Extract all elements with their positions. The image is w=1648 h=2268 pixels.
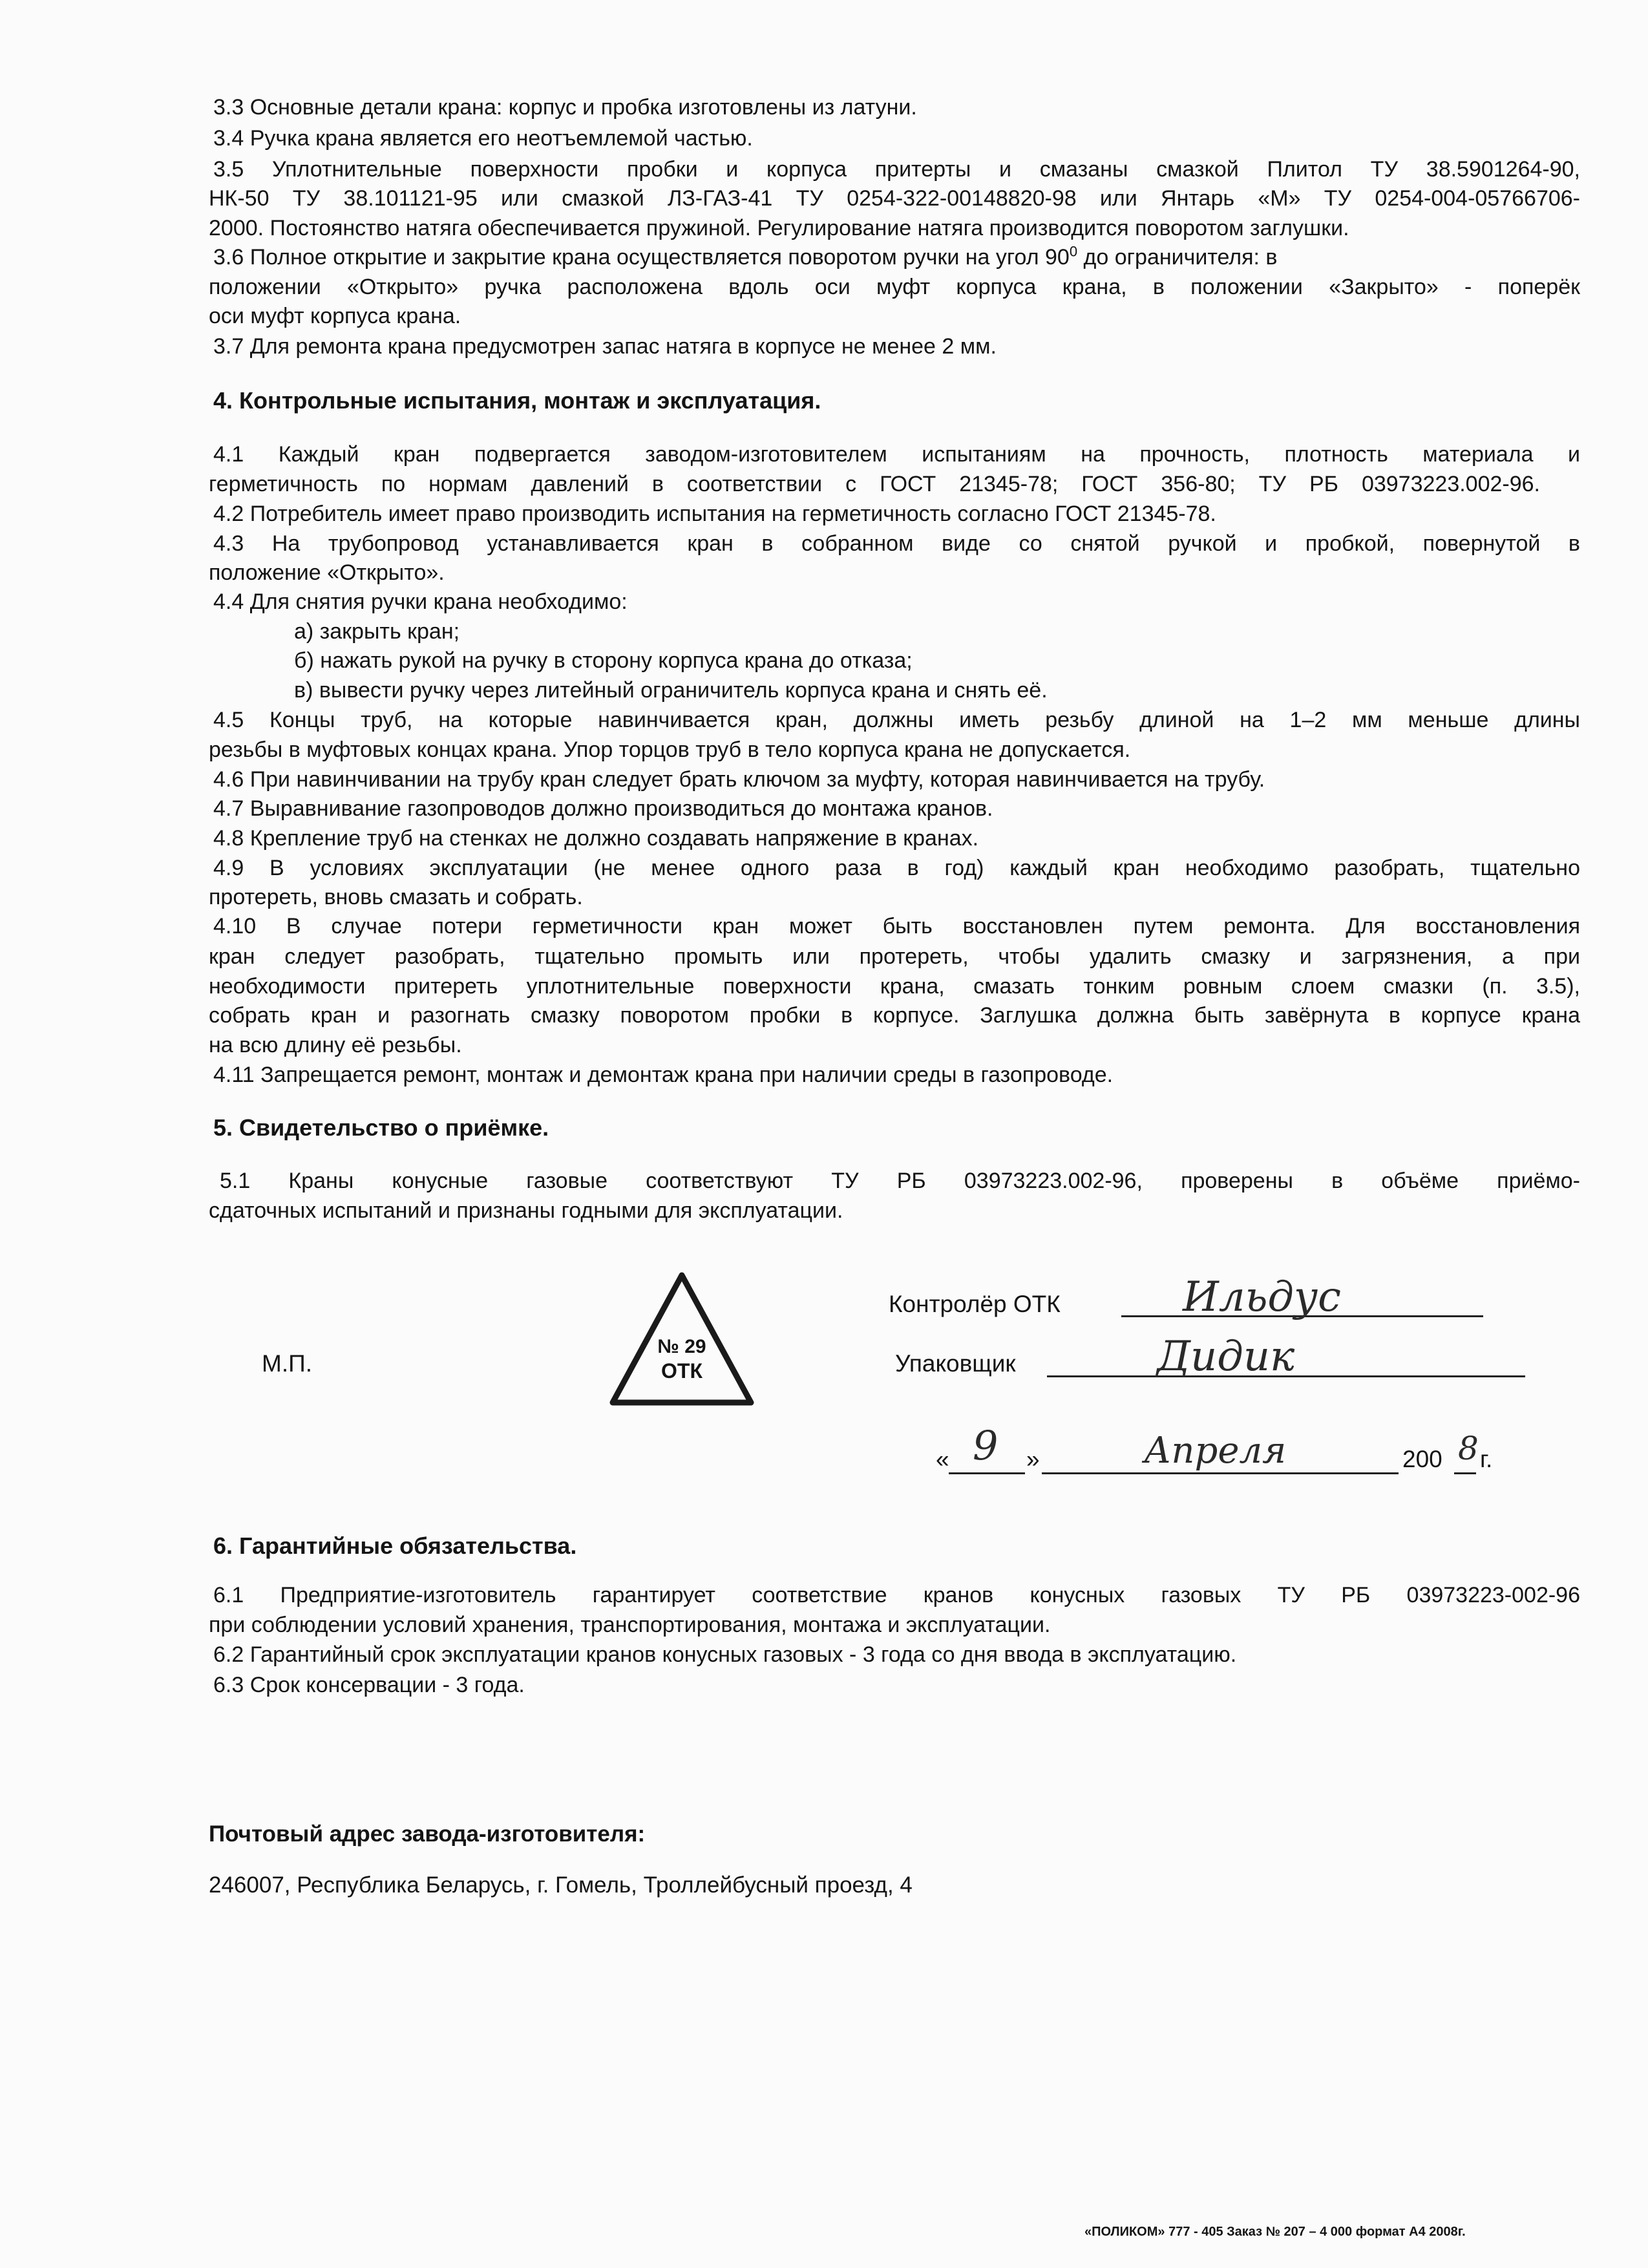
item-4-5-line2: резьбы в муфтовых концах крана. Упор торцов труб в тело корпуса крана не допускается. bbox=[209, 737, 1131, 762]
date-close-quote: » bbox=[1026, 1446, 1040, 1472]
date-suffix: г. bbox=[1480, 1446, 1493, 1472]
section-6-heading: 6. Гарантийные обязательства. bbox=[213, 1532, 577, 1559]
item-4-6: 4.6 При навинчивании на трубу кран следует брать ключом за муфту, которая навинчивается на трубу. bbox=[213, 767, 1265, 792]
stamp-number: № 29 bbox=[657, 1336, 706, 1357]
item-4-10-line5: на всю длину её резьбы. bbox=[209, 1033, 462, 1057]
item-5-1-line1: 5.1 Краны конусные газовые соответствуют ТУ РБ 03973223.002-96, проверены в объёме приёмо- bbox=[220, 1169, 1580, 1193]
address-heading: Почтовый адрес завода-изготовителя: bbox=[209, 1821, 646, 1847]
item-4-5-line1: 4.5 Концы труб, на которые навинчивается кран, должны иметь резьбу длиной на 1–2 мм меньше длины bbox=[213, 708, 1580, 732]
section-5-heading: 5. Свидетельство о приёмке. bbox=[213, 1114, 549, 1141]
item-3-6-line3: оси муфт корпуса крана. bbox=[209, 304, 461, 328]
item-4-9-line2: протереть, вновь смазать и собрать. bbox=[209, 885, 583, 909]
item-4-7: 4.7 Выравнивание газопроводов должно производиться до монтажа кранов. bbox=[213, 796, 993, 821]
item-4-4-b: б) нажать рукой на ручку в сторону корпуса крана до отказа; bbox=[294, 648, 913, 673]
packer-label: Упаковщик bbox=[895, 1350, 1016, 1377]
item-3-6-line2: положении «Открыто» ручка расположена вдоль оси муфт корпуса крана, в положении «Закрыто» - поперёк bbox=[209, 275, 1580, 299]
mp-label: М.П. bbox=[262, 1350, 312, 1377]
date-month: Апреля bbox=[1144, 1430, 1287, 1472]
item-4-4: 4.4 Для снятия ручки крана необходимо: bbox=[213, 589, 628, 614]
item-6-1-line1: 6.1 Предприятие-изготовитель гарантирует соответствие кранов конусных газовых ТУ РБ 03973223-002-96 bbox=[213, 1583, 1580, 1607]
item-4-1-line2: герметичность по нормам давлений в соответствии с ГОСТ 21345-78; ГОСТ 356-80; ТУ РБ 03973223.002-96. bbox=[209, 472, 1540, 496]
packer-signature: Дидик bbox=[1157, 1333, 1295, 1381]
item-4-9-line1: 4.9 В условиях эксплуатации (не менее одного раза в год) каждый кран необходимо разобрать, тщательно bbox=[213, 856, 1580, 880]
item-4-4-a: а) закрыть кран; bbox=[294, 619, 460, 644]
item-4-8: 4.8 Крепление труб на стенках не должно создавать напряжение в кранах. bbox=[213, 826, 979, 851]
item-4-1-line1: 4.1 Каждый кран подвергается заводом-изготовителем испытаниям на прочность, плотность материала и bbox=[213, 442, 1580, 467]
item-4-10-line1: 4.10 В случае потери герметичности кран может быть восстановлен путем ремонта. Для восстановления bbox=[213, 914, 1580, 938]
item-3-5-line3: 2000. Постоянство натяга обеспечивается пружиной. Регулирование натяга производится поворотом заглушки. bbox=[209, 216, 1349, 240]
section-4-heading: 4. Контрольные испытания, монтаж и эксплуатация. bbox=[213, 387, 821, 414]
date-year-line bbox=[1454, 1472, 1476, 1474]
item-4-4-c: в) вывести ручку через литейный ограничитель корпуса крана и снять её. bbox=[294, 678, 1048, 703]
item-3-5-line2: НК-50 ТУ 38.101121-95 или смазкой ЛЗ-ГАЗ-41 ТУ 0254-322-00148820-98 или Янтарь «М» ТУ 0254-004-05766706- bbox=[209, 186, 1580, 211]
otk-stamp bbox=[607, 1270, 756, 1409]
date-month-line bbox=[1042, 1472, 1399, 1474]
item-6-2: 6.2 Гарантийный срок эксплуатации кранов конусных газовых - 3 года со дня ввода в эксплуатацию. bbox=[213, 1642, 1237, 1667]
item-4-11: 4.11 Запрещается ремонт, монтаж и демонтаж крана при наличии среды в газопроводе. bbox=[213, 1063, 1114, 1087]
item-4-3-line2: положение «Открыто». bbox=[209, 560, 445, 585]
stamp-label: ОТК bbox=[661, 1359, 703, 1383]
date-day: 9 bbox=[973, 1422, 998, 1469]
date-open-quote: « bbox=[936, 1446, 949, 1472]
item-6-1-line2: при соблюдении условий хранения, транспортирования, монтажа и эксплуатации. bbox=[209, 1613, 1051, 1637]
date-year-prefix: 200 bbox=[1402, 1446, 1442, 1472]
item-4-10-line3: необходимости притереть уплотнительные поверхности крана, смазать тонким ровным слоем смазки (п. 3.5), bbox=[209, 974, 1580, 999]
item-4-10-line4: собрать кран и разогнать смазку поворотом пробки в корпусе. Заглушка должна быть завёрнута в корпусе крана bbox=[209, 1003, 1580, 1028]
item-3-3: 3.3 Основные детали крана: корпус и пробка изготовлены из латуни. bbox=[213, 95, 917, 120]
date-day-line bbox=[949, 1472, 1025, 1474]
controller-signature: Ильдус bbox=[1183, 1273, 1341, 1321]
item-3-7: 3.7 Для ремонта крана предусмотрен запас натяга в корпусе не менее 2 мм. bbox=[213, 334, 997, 359]
item-4-3-line1: 4.3 На трубопровод устанавливается кран в собранном виде со снятой ручкой и пробкой, повернутой в bbox=[213, 531, 1580, 556]
item-3-4: 3.4 Ручка крана является его неотъемлемой частью. bbox=[213, 126, 753, 151]
print-footer: «ПОЛИКОМ» 777 - 405 Заказ № 207 – 4 000 формат А4 2008г. bbox=[1084, 2225, 1466, 2239]
date-year-digit: 8 bbox=[1458, 1430, 1479, 1467]
item-3-5-line1: 3.5 Уплотнительные поверхности пробки и корпуса притерты и смазаны смазкой Плитол ТУ 38.5901264-90, bbox=[213, 157, 1580, 182]
controller-label: Контролёр ОТК bbox=[889, 1291, 1061, 1317]
address-line: 246007, Республика Беларусь, г. Гомель, Троллейбусный проезд, 4 bbox=[209, 1872, 913, 1898]
item-3-6-line1: 3.6 Полное открытие и закрытие крана осуществляется поворотом ручки на угол $90^0$ до ограничителя: в bbox=[213, 243, 1278, 270]
item-4-10-line2: кран следует разобрать, тщательно промыть или протереть, чтобы удалить смазку и загрязнения, а при bbox=[209, 944, 1580, 969]
item-6-3: 6.3 Срок консервации - 3 года. bbox=[213, 1673, 525, 1697]
item-4-2: 4.2 Потребитель имеет право производить испытания на герметичность согласно ГОСТ 21345-78. bbox=[213, 502, 1216, 526]
item-5-1-line2: сдаточных испытаний и признаны годными для эксплуатации. bbox=[209, 1198, 843, 1223]
